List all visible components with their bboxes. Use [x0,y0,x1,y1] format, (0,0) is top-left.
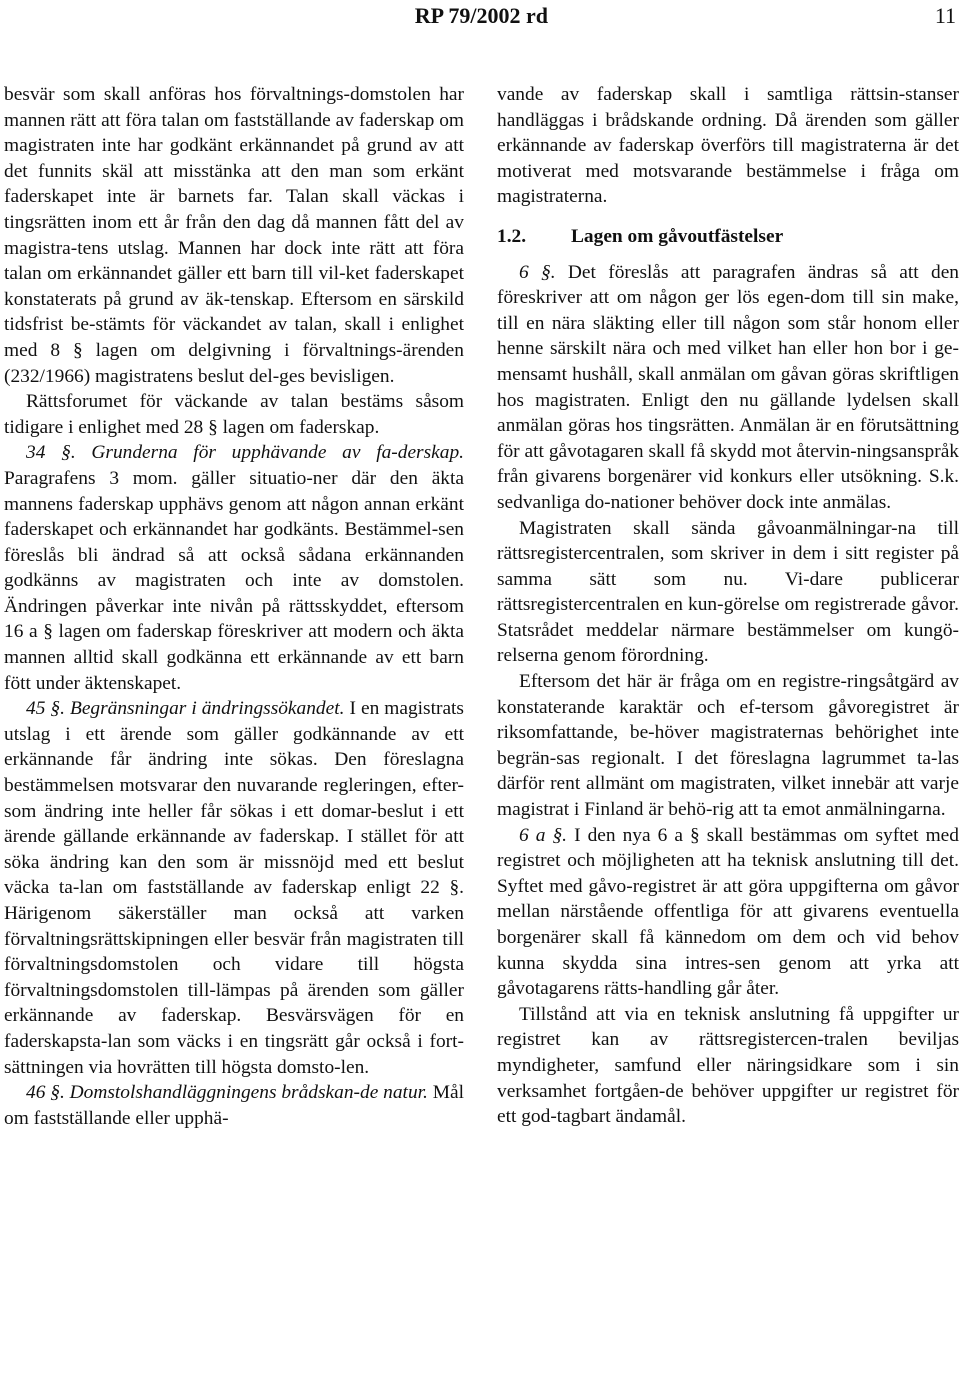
paragraph: 45 §. Begränsningar i ändringssökandet. I en magistrats utslag i ett ärende som gäller godkännande av ett erkännande får ändring inte sökas. Den föreslagna bestämmelsen motsvarar den nuvarande regleringen, efter-som ändring inte heller får sökas i ett domar-beslut i ett ärende gällande erkännande av faderskap. I stället för att söka ändring kan den som är missnöjd med ett beslut väcka ta-lan om fastställande av faderskap enligt 22 §. Härigenom säkerställer man också att varken förvaltningsrättskipningen eller besvär från magistraten till förvaltningsdomstolen och vidare till högsta förvaltningsdomstolen till-lämpas på ärenden som gäller erkännande av faderskap. Besvärsvägen för en faderskapsta-lan som väcks i en tingsrätt går också i fort-sättningen via hovrätten till högsta domsto-len. [4,698,464,1078]
section-lead: 6 §. [519,261,556,283]
section-heading [497,224,959,250]
page-header [0,2,960,30]
section-lead: 6 a §. [519,824,568,846]
paragraph: Eftersom det här är fråga om en registre-ringsåtgärd av konstaterande karaktär och ef-tersom gåvoregistret är riksomfattande, be-höver magistraternas behörighet inte begrän-sas regionalt. I det föreslagna lagrummet ta-las därför rent allmänt om magistraten, vilket innebär att varje magistrat i Finland är behö-rig att ta emot anmälningarna. [497,671,959,821]
right-column [497,82,959,1130]
document-id: RP 79/2002 rd [414,3,548,28]
paragraph: besvär som skall anföras hos förvaltnings-domstolen har mannen rätt att föra talan om fastställande av faderskap om magistraten inte har godkänt erkännandet på grund av att det funnits skäl att misstänka att den man som erkänt faderskapet inte är barnets far. Talan skall väckas i tingsrätten inom ett år från den dag då mannen fått del av magistra-tens utslag. Mannen har dock inte rätt att föra talan om erkännandet gäller ett barn till vil-ket faderskapet konstaterats på grund av äk-tenskap. Eftersom en särskild tidsfrist be-stämts för väckandet av talan, skall i enlighet med 8 § lagen om delgivning i förvaltnings-ärenden (232/1966) magistratens beslut del-ges bevisligen. [4,84,464,387]
paragraph: Magistraten skall sända gåvoanmälningar-na till rättsregistercentralen, som skriver in dem i sitt register på samma sätt som nu. Vi-dare publicerar rättsregistercentralen en kun-görelse om registrerade gåvor. Statsrådet meddelar närmare bestämmelser om kungö-relserna genom förordning. [497,517,959,667]
paragraph: 6 a §. I den nya 6 a § skall bestämmas om syftet med registret och möjligheten att ha teknisk anslutning till det. Syftet med gåvo-registret är att göra uppgifterna om gåvor mellan närstående offentliga för att givarens eventuella borgenärer skall få kännedom om dem och vid behov kunna skydda sina intres-sen genom att yrka att gåvotagarens rätts-handling går åter. [497,824,959,1000]
paragraph: vande av faderskap skall i samtliga rättsin-stanser handläggas i brådskande ordning. Då ärenden som gäller erkännande av faderskap överförs till magistraterna är det motiverat med motsvarande bestämmelse i fråga om magistraterna. [497,84,959,208]
section-heading-title: Lagen om gåvoutfästelser [571,225,784,247]
section-lead: 34 §. Grunderna för upphävande av fa-derskap. [26,442,464,464]
paragraph: 46 §. Domstolshandläggningens brådskan-de natur. Mål om fastställande eller upphä- [4,1082,464,1129]
section-lead: 46 §. Domstolshandläggningens brådskan-de natur. [26,1082,428,1104]
section-lead: 45 §. Begränsningar i ändringssökandet. [26,698,345,720]
paragraph: 34 §. Grunderna för upphävande av fa-derskap. Paragrafens 3 mom. gäller situatio-ner där den äkta mannens faderskap upphävs genom att någon annan erkänt faderskapet och erkännandet har godkänts. Bestämmel-sen föreslås bli ändrad så att också sådana erkännanden godkänns av magistraten och inte av domstolen. Ändringen påverkar inte nivån på rättsskyddet, eftersom 16 a § lagen om faderskap föreskriver att modern och äkta mannen alltid skall godkänna ett erkännande av ett barn fött under äktenskapet. [4,442,464,694]
section-heading-number: 1.2. [497,225,527,247]
paragraph: Rättsforumet för väckande av talan bestäms såsom tidigare i enlighet med 28 § lagen om faderskap. [4,391,464,438]
paragraph: 6 §. Det föreslås att paragrafen ändras så att den föreskriver att om någon ger lös egen-dom till sin make, till en nära släkting eller till någon som står honom eller henne särskilt nära och med vilket han eller hon bor i ge-mensamt hushåll, skall anmälan om gåvan göras skriftligen hos magistraten. Enligt den nu gällande lydelsen skall anmälan göras hos tingsrätten. Anmälan är en förutsättning för att gåvotagaren skall få skydd mot återvin-ningsanspråk från givarens borgenärer vid konkurs eller utsökning. S.k. sedvanliga do-nationer behöver dock inte anmälas. [497,261,959,513]
paragraph: Tillstånd att via en teknisk anslutning få uppgifter ur registret kan av rättsregistercen-tralen beviljas myndigheter, samfund eller näringsidkare som i sin verksamhet fortgåen-de behöver uppgifter ur registret för ett god-tagbart ändamål. [497,1003,959,1128]
page-number: 11 [934,3,956,28]
left-column [4,82,464,1131]
